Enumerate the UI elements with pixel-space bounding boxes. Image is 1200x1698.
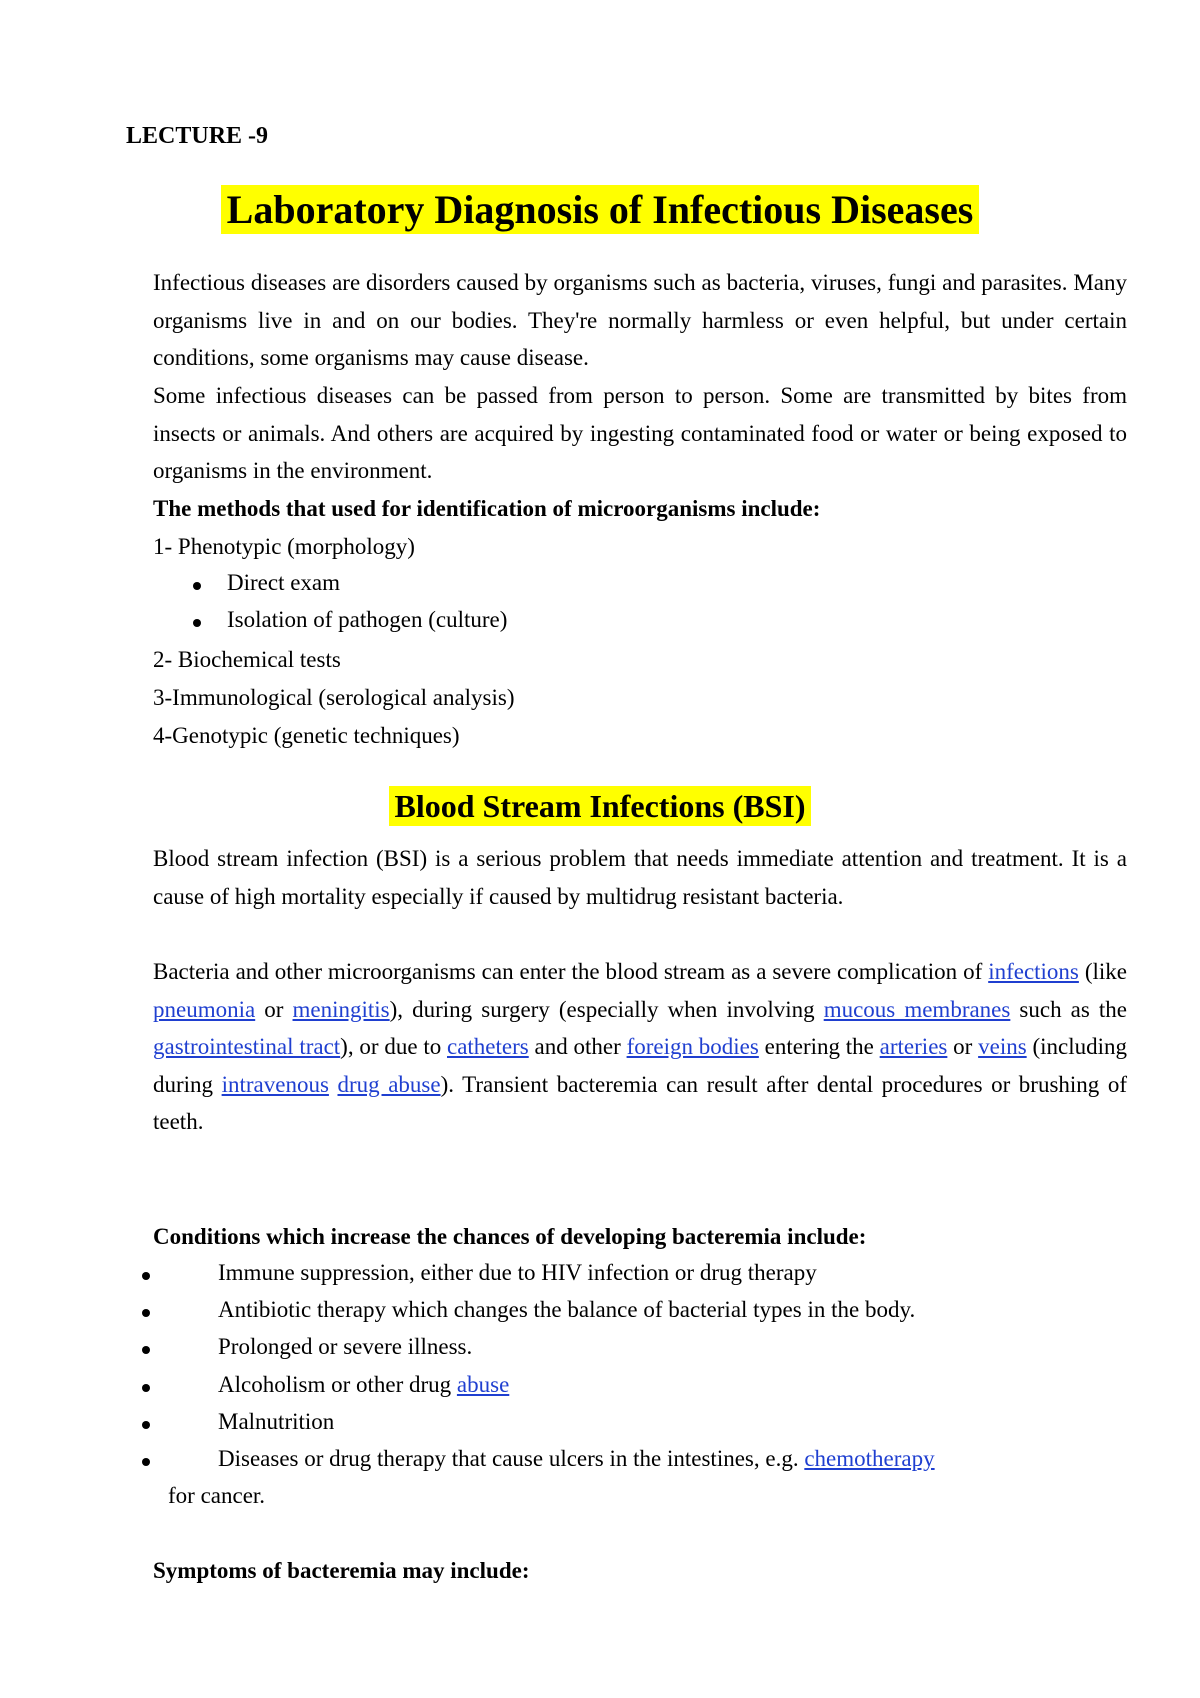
condition-item-3: Prolonged or severe illness. — [218, 1334, 473, 1359]
link-foreign-bodies[interactable]: foreign bodies — [626, 1034, 759, 1060]
page-title: Laboratory Diagnosis of Infectious Diseases — [221, 185, 980, 234]
page-title-wrap — [0, 183, 1200, 237]
link-pneumonia[interactable]: pneumonia — [153, 996, 256, 1022]
link-catheters[interactable]: catheters — [447, 1034, 529, 1060]
condition-item-4 — [218, 1366, 509, 1403]
bsi-text: ), or due to — [340, 1034, 447, 1060]
condition-text: Alcoholism or other drug — [218, 1372, 457, 1397]
bsi-title: Blood Stream Infections (BSI) — [389, 786, 812, 826]
link-mucous-membranes[interactable]: mucous membranes — [823, 996, 1011, 1022]
bsi-text: (including during — [153, 1034, 1127, 1097]
intro-paragraph-2: Some infectious diseases can be passed from person to person. Some are transmitted by bites from insects or animals. And others are acquired by ingesting contaminated food or water or being exposed to organisms in the environment. — [153, 383, 1127, 484]
bullet-icon — [193, 619, 201, 627]
link-chemotherapy[interactable]: chemotherapy — [804, 1446, 935, 1471]
method-sub-isolation: Isolation of pathogen (culture) — [227, 607, 508, 632]
bsi-text: (like — [1078, 959, 1127, 984]
bsi-text: or — [255, 996, 293, 1022]
bsi-text: such as the — [1010, 996, 1127, 1022]
bullet-icon — [142, 1272, 150, 1280]
link-gastrointestinal-tract[interactable]: gastrointestinal tract — [153, 1034, 341, 1060]
bsi-text: Bacteria and other microorganisms can enter the blood stream as a severe complication of — [153, 959, 989, 984]
condition-text: Diseases or drug therapy that cause ulcers in the intestines, e.g. — [218, 1446, 805, 1471]
method-item-4: 4-Genotypic (genetic techniques) — [153, 723, 460, 748]
method-sub-direct-exam: Direct exam — [227, 570, 341, 595]
condition-item-6 — [218, 1440, 935, 1477]
bsi-text: or — [947, 1034, 979, 1060]
symptoms-heading: Symptoms of bacteremia may include: — [153, 1558, 530, 1583]
bullet-icon — [142, 1346, 150, 1354]
bullet-icon — [142, 1421, 150, 1429]
link-meningitis[interactable]: meningitis — [292, 996, 390, 1022]
bsi-title-wrap — [0, 785, 1200, 827]
methods-heading: The methods that used for identification of microorganisms include: — [153, 496, 821, 521]
bsi-text: and other — [528, 1034, 627, 1060]
condition-item-2: Antibiotic therapy which changes the balance of bacterial types in the body. — [218, 1297, 916, 1322]
method-item-2: 2- Biochemical tests — [153, 647, 341, 672]
intro-paragraph-1: Infectious diseases are disorders caused by organisms such as bacteria, viruses, fungi and parasites. Many organisms live in and on our bodies. They're normally harmless or even helpful, but under certain conditions, some organisms may cause disease. — [153, 270, 1127, 371]
conditions-heading: Conditions which increase the chances of developing bacteremia include: — [153, 1224, 867, 1249]
bsi-text: ). Transient bacteremia can result after dental procedures or brushing of teeth. — [153, 1071, 1128, 1135]
condition-item-6-continued: for cancer. — [168, 1483, 266, 1508]
bullet-icon — [193, 582, 201, 590]
bsi-text: ), during surgery (especially when involving — [389, 996, 824, 1022]
condition-item-5: Malnutrition — [218, 1409, 335, 1434]
link-veins[interactable]: veins — [978, 1034, 1027, 1060]
link-drug-abuse[interactable]: drug abuse — [337, 1071, 441, 1097]
link-abuse[interactable]: abuse — [456, 1372, 510, 1397]
bullet-icon — [142, 1384, 150, 1392]
method-item-1: 1- Phenotypic (morphology) — [153, 534, 415, 559]
link-intravenous[interactable]: intravenous — [221, 1071, 329, 1097]
bsi-paragraph-1: Blood stream infection (BSI) is a serious problem that needs immediate attention and treatment. It is a cause of high mortality especially if caused by multidrug resistant bacteria. — [153, 846, 1127, 909]
bullet-icon — [142, 1309, 150, 1317]
bullet-icon — [142, 1458, 150, 1466]
condition-item-1: Immune suppression, either due to HIV infection or drug therapy — [218, 1260, 817, 1285]
bsi-paragraph-2 — [153, 953, 1127, 1141]
link-arteries[interactable]: arteries — [879, 1034, 948, 1060]
bsi-text: entering the — [758, 1034, 880, 1060]
lecture-number: LECTURE -9 — [126, 123, 269, 149]
method-item-3: 3-Immunological (serological analysis) — [153, 685, 515, 710]
link-infections[interactable]: infections — [988, 959, 1079, 984]
